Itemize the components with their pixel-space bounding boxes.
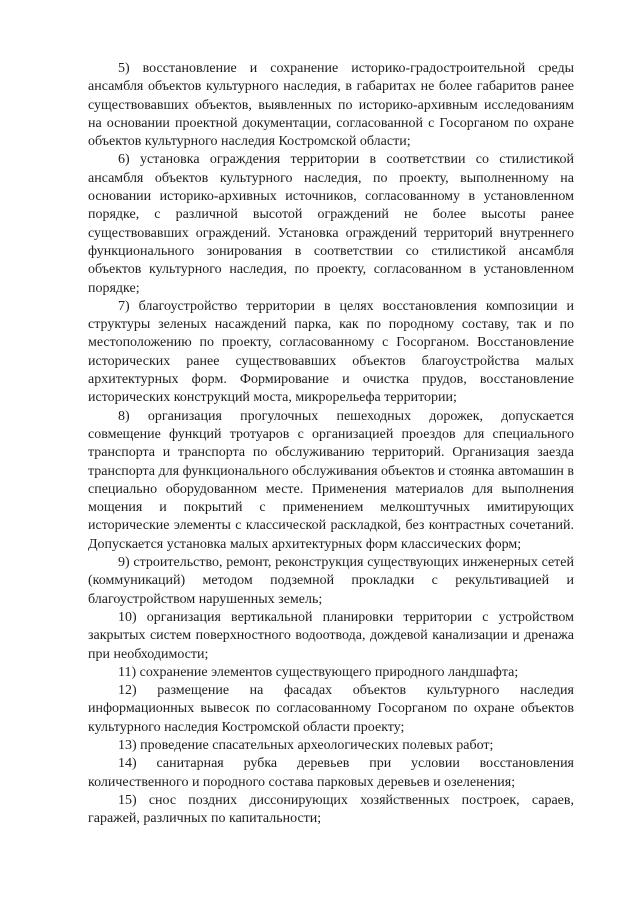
document-page bbox=[88, 60, 574, 828]
list-item-15: 15) снос поздних диссонирующих хозяйственных построек, сараев, гаражей, различных по капитальности; bbox=[88, 792, 574, 827]
list-item-8: 8) организация прогулочных пешеходных дорожек, допускается совмещение функций тротуаров с организацией проездов для специального транспорта и транспорта по обслуживанию территорий. Организация заезда транспорта для функционального обслуживания объектов и стоянка автомашин в специально оборудованном месте. Применения материалов для выполнения мощения и покрытий с применением мелкоштучных имитирующих исторические элементы с классической раскладкой, без контрастных сочетаний. Допускается установка малых архитектурных форм классических форм; bbox=[88, 408, 575, 552]
list-item-10: 10) организация вертикальной планировки территории с устройством закрытых систем поверхностного водоотвода, дождевой канализации и дренажа при необходимости; bbox=[88, 609, 574, 662]
list-item-13: 13) проведение спасательных археологических полевых работ; bbox=[118, 737, 494, 753]
list-item-11: 11) сохранение элементов существующего природного ландшафта; bbox=[118, 664, 519, 680]
list-item-14: 14) санитарная рубка деревьев при условии восстановления количественного и породного состава парковых деревьев и озеленения; bbox=[88, 756, 574, 790]
list-item-5: 5) восстановление и сохранение историко-градостроительной среды ансамбля объектов культурного наследия, в габаритах не более габаритов ранее существовавших объектов, выявленных по историко-архивным исследованиям на основании проектной документации, согласованной с Госорганом по охране объектов культурного наследия Костромской области; bbox=[88, 61, 574, 150]
list-item-7: 7) благоустройство территории в целях восстановления композиции и структуры зеленых насаждений парка, как по породному составу, так и по местоположению по проекту, согласованному с Госорганом. Восстановление исторических ранее существовавших объектов благоустройства малых архитектурных форм. Формирование и очистка прудов, восстановление исторических конструкций моста, микрорельефа территории; bbox=[88, 298, 574, 406]
list-item-12: 12) размещение на фасадах объектов культурного наследия информационных вывесок по согласованному Госорганом по охране объектов культурного наследия Костромской области проекту; bbox=[88, 683, 574, 735]
list-item-9: 9) строительство, ремонт, реконструкция существующих инженерных сетей (коммуникаций) методом подземной прокладки с рекультивацией и благоустройством нарушенных земель; bbox=[88, 555, 574, 607]
list-item-6: 6) установка ограждения территории в соответствии со стилистикой ансамбля объектов культурного наследия, по проекту, выполненному на основании историко-архивных источников, согласованному в установленном порядке, с различной высотой ограждений не более высоты ранее существовавших ограждений. Установка ограждений территорий внутреннего функционального зонирования в соответствии со стилистикой ансамбля объектов культурного наследия, по проекту, согласованном в установленном порядке; bbox=[88, 152, 574, 296]
